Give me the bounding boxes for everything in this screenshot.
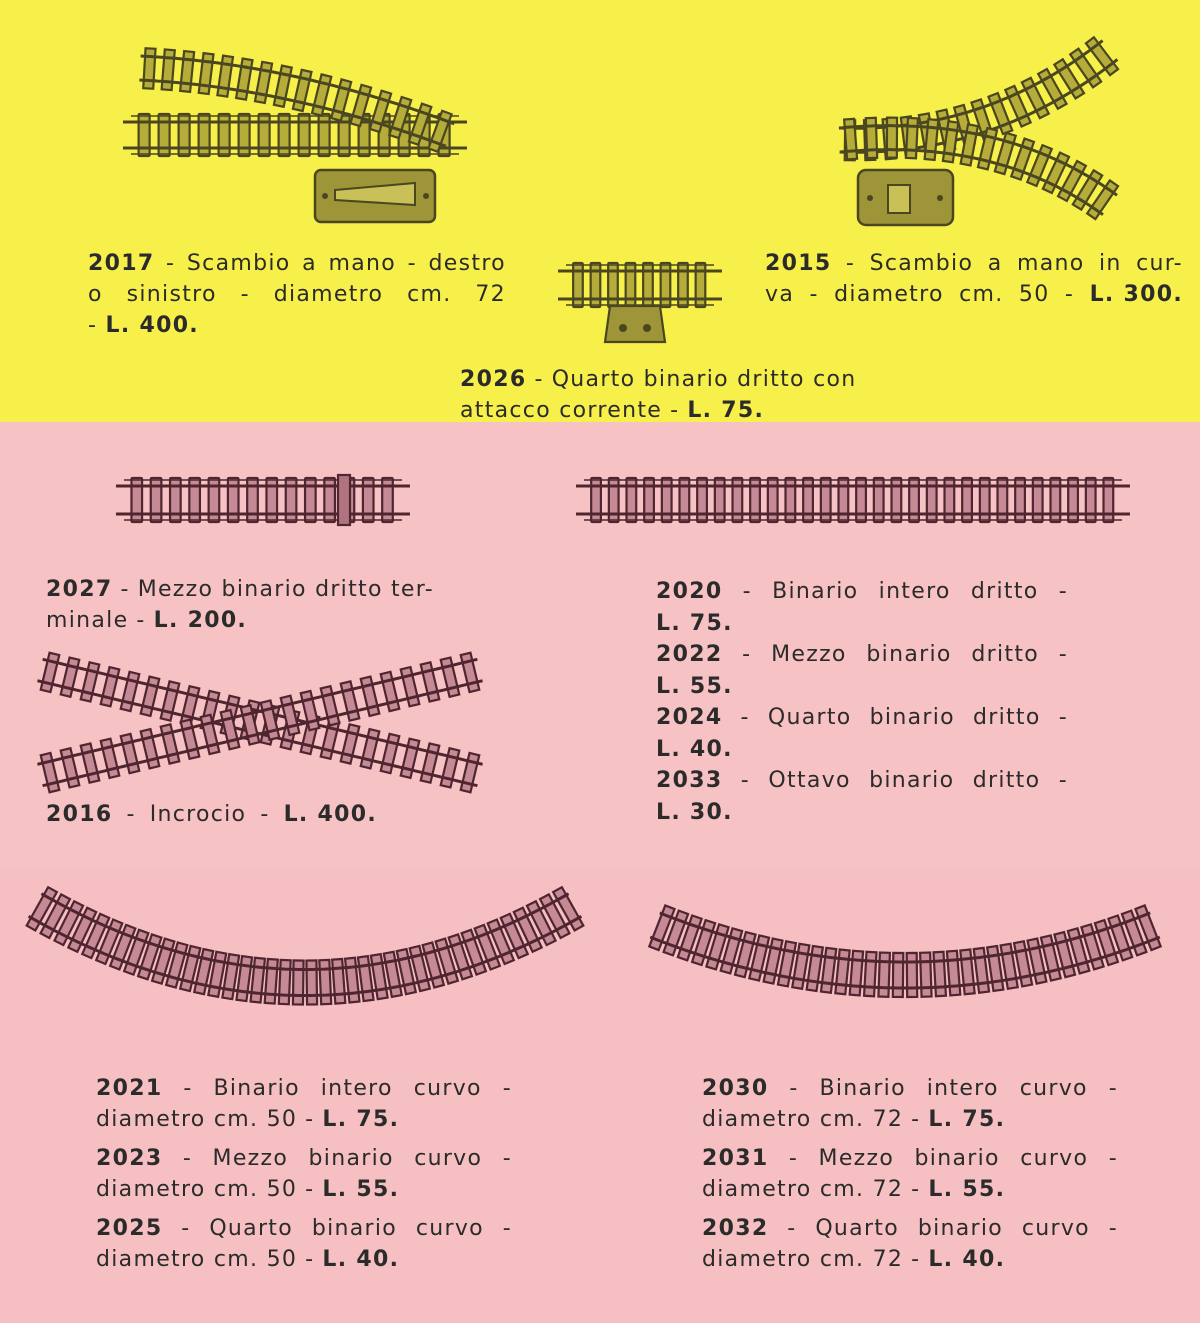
item-price: L. 400. <box>105 313 199 338</box>
switch-2017-illustration <box>110 40 490 230</box>
separator: - <box>742 579 752 604</box>
track-2020-illustration <box>570 465 1140 535</box>
item-price: L. 30. <box>656 799 733 825</box>
word: cm. <box>959 282 1004 307</box>
word: Quarto <box>815 1216 899 1241</box>
item-price: L. 40. <box>322 1246 400 1272</box>
curve-2030-illustration <box>640 895 1170 1015</box>
item-code: 2027 <box>46 577 113 602</box>
item-diameter: diametro cm. 72 <box>702 1106 904 1132</box>
word: diametro <box>273 282 384 307</box>
word: sinistro <box>126 282 217 307</box>
word: intero <box>926 1076 999 1101</box>
word: in <box>1098 251 1122 276</box>
separator: - <box>911 1176 921 1202</box>
word: dritto <box>971 642 1040 667</box>
word: o <box>88 282 103 307</box>
item-2016 <box>46 799 446 830</box>
word: curvo <box>414 1146 483 1171</box>
item-price: L. 400. <box>283 802 377 827</box>
separator: - <box>305 1176 315 1202</box>
word: Binario <box>772 579 859 604</box>
word: curvo <box>1021 1216 1090 1241</box>
word: curvo <box>1020 1146 1089 1171</box>
item-diameter: diametro cm. 72 <box>702 1176 904 1202</box>
separator: - <box>1108 1146 1118 1171</box>
word: dritto <box>970 579 1039 604</box>
word: Ottavo <box>768 768 851 793</box>
separator: - <box>182 1146 193 1171</box>
item-code: 2021 <box>96 1076 163 1101</box>
word: Mezzo <box>818 1146 895 1171</box>
word: binario <box>866 642 952 667</box>
separator: - <box>1058 579 1068 604</box>
word: a <box>987 251 1003 276</box>
word: curvo <box>415 1216 484 1241</box>
word: Binario <box>819 1076 906 1101</box>
separator: - <box>502 1146 512 1171</box>
word: - <box>240 282 250 307</box>
item-code: 2020 <box>656 579 723 604</box>
word: binario <box>311 1216 398 1241</box>
word: diametro <box>834 282 944 307</box>
word: binario <box>914 1146 1000 1171</box>
separator: - <box>181 1216 191 1241</box>
word: cm. <box>407 282 452 307</box>
word: Mezzo <box>212 1146 289 1171</box>
item-price: L. 55. <box>322 1176 400 1202</box>
straight-tracks-list <box>656 576 1068 828</box>
word: Quarto <box>209 1216 293 1241</box>
separator: - <box>88 313 98 338</box>
separator: - <box>845 251 856 276</box>
curve-2021-illustration <box>20 885 590 1025</box>
separator: - <box>1058 768 1068 793</box>
track-2026-illustration <box>555 250 725 350</box>
item-price: L. 300. <box>1089 282 1183 307</box>
word: 50 <box>1018 282 1050 307</box>
word: Mezzo <box>771 642 847 667</box>
separator: - <box>740 705 750 730</box>
item-desc: Incrocio <box>149 802 247 827</box>
word: Binario <box>213 1076 300 1101</box>
item-code: 2015 <box>765 251 832 276</box>
word: binario <box>869 768 955 793</box>
separator: - <box>1108 1076 1118 1101</box>
item-desc-2: minale <box>46 608 129 633</box>
item-code: 2024 <box>656 705 723 730</box>
item-diameter: diametro cm. 50 <box>96 1176 298 1202</box>
separator: - <box>534 367 544 392</box>
item-2026 <box>460 364 900 426</box>
item-diameter: diametro cm. 50 <box>96 1106 298 1132</box>
item-code: 2016 <box>46 802 113 827</box>
item-price: L. 75. <box>687 398 765 423</box>
item-price: L. 55. <box>928 1176 1006 1202</box>
word: mano <box>328 251 397 276</box>
word: binario <box>869 705 955 730</box>
item-code: 2023 <box>96 1146 163 1171</box>
separator: - <box>670 398 680 423</box>
separator: - <box>260 802 270 827</box>
item-diameter: diametro cm. 50 <box>96 1246 298 1272</box>
item-price: L. 75. <box>656 610 733 636</box>
separator: - <box>120 577 130 602</box>
item-diameter: diametro cm. 72 <box>702 1246 904 1272</box>
item-price: L. 75. <box>322 1106 400 1132</box>
separator: - <box>1058 705 1068 730</box>
separator: - <box>502 1076 512 1101</box>
crossing-2016-illustration <box>10 650 510 795</box>
word: binario <box>308 1146 394 1171</box>
separator: - <box>305 1106 315 1132</box>
word: Scambio <box>186 251 291 276</box>
separator: - <box>1058 642 1068 667</box>
item-desc: Quarto binario dritto con <box>551 367 857 392</box>
separator: - <box>126 802 136 827</box>
word: curvo <box>1019 1076 1088 1101</box>
word: binario <box>917 1216 1004 1241</box>
word: Quarto <box>767 705 852 730</box>
separator: - <box>788 1146 799 1171</box>
item-code: 2026 <box>460 367 527 392</box>
separator: - <box>183 1076 193 1101</box>
item-code: 2025 <box>96 1216 163 1241</box>
word: - <box>809 282 819 307</box>
word: dritto <box>972 705 1041 730</box>
item-2027 <box>46 574 486 636</box>
word: dritto <box>972 768 1041 793</box>
item-price: L. 40. <box>928 1246 1006 1272</box>
word: - <box>407 251 417 276</box>
track-2027-illustration <box>110 465 410 535</box>
item-code: 2030 <box>702 1076 769 1101</box>
item-code: 2033 <box>656 768 723 793</box>
item-price: L. 55. <box>656 673 733 699</box>
word: mano <box>1016 251 1085 276</box>
item-price: L. 200. <box>153 608 248 633</box>
word: destro <box>428 251 506 276</box>
curved-tracks-d50-list <box>96 1074 512 1275</box>
word: a <box>302 251 317 276</box>
curved-tracks-d72-list <box>702 1074 1118 1275</box>
separator: - <box>742 642 752 667</box>
separator: - <box>787 1216 797 1241</box>
item-code: 2017 <box>88 251 155 276</box>
word: intero <box>878 579 951 604</box>
word: 72 <box>475 282 506 307</box>
separator: - <box>740 768 751 793</box>
word: Scambio <box>869 251 974 276</box>
item-price: L. 75. <box>928 1106 1006 1132</box>
separator: - <box>1108 1216 1118 1241</box>
separator: - <box>502 1216 512 1241</box>
word: intero <box>320 1076 393 1101</box>
word: curvo <box>413 1076 482 1101</box>
item-desc: Mezzo binario dritto ter- <box>137 577 434 602</box>
word: va <box>765 282 795 307</box>
separator: - <box>911 1106 921 1132</box>
separator: - <box>136 608 146 633</box>
switch-2015-illustration <box>830 30 1130 230</box>
separator: - <box>166 251 176 276</box>
item-desc-2: attacco corrente <box>460 398 663 423</box>
separator: - <box>789 1076 799 1101</box>
item-code: 2032 <box>702 1216 769 1241</box>
separator: - <box>305 1246 315 1272</box>
item-code: 2031 <box>702 1146 769 1171</box>
item-code: 2022 <box>656 642 723 667</box>
word: - <box>1064 282 1075 307</box>
item-price: L. 40. <box>656 736 733 762</box>
separator: - <box>911 1246 921 1272</box>
word: cur- <box>1136 251 1183 276</box>
item-2015 <box>765 248 1183 310</box>
item-2017 <box>88 248 506 341</box>
